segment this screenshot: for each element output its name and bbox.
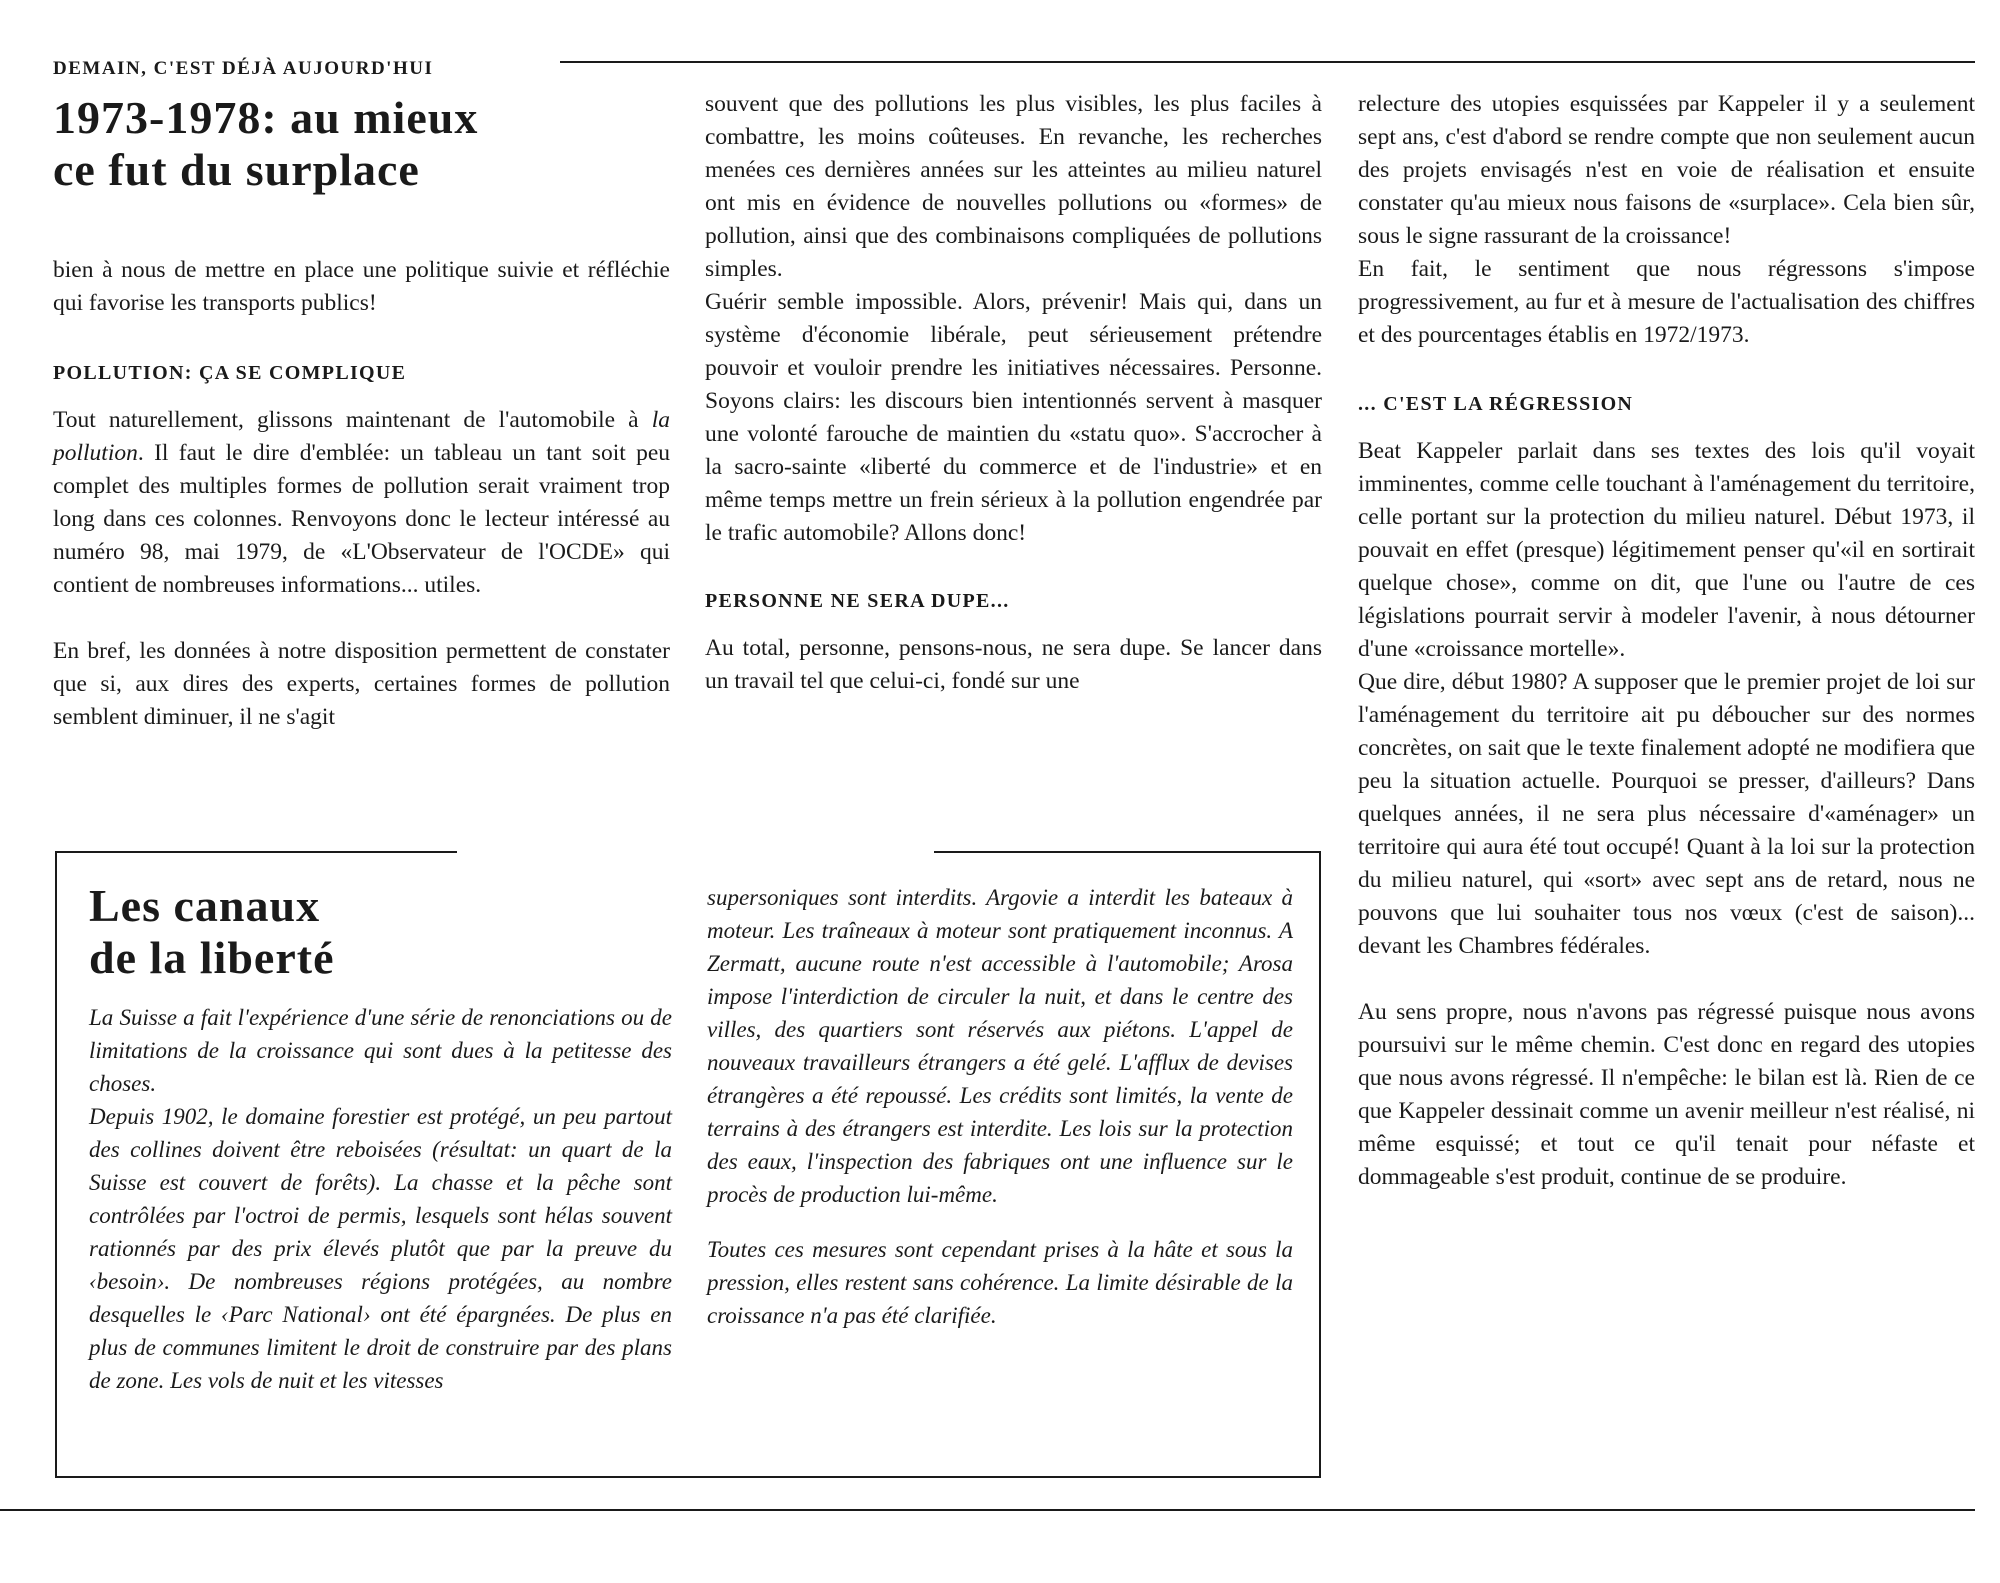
section-heading: ... C'EST LA RÉGRESSION — [1358, 393, 1634, 415]
paragraph: supersoniques sont interdits. Argovie a interdit les bateaux à moteur. Les traîneaux à moteur sont pratiquement inconnus. A Zermatt, aucune route n'est accessible à l'automobile; Arosa impose l'interdiction de circuler la nuit, et dans le centre des villes, des quartiers sont réservés aux piétons. L'appel de nouveaux travailleurs étrangers a été gelé. L'afflux de devises étrangères a été repoussé. Les crédits sont limités, la vente de terrains à des étrangers est interdite. Les lois sur la protection des eaux, l'inspection des fabriques ont une influence sur le procès de production lui-même. — [707, 885, 1293, 1207]
paragraph: En bref, les données à notre disposition permettent de constater que si, aux dires des experts, certaines formes de pollution semblent diminuer, il ne s'agit — [53, 638, 670, 730]
box-title-line-2: de la liberté — [89, 932, 335, 983]
box-column-2 — [707, 881, 1293, 1332]
paragraph: Guérir semble impossible. Alors, prévenir! Mais qui, dans un système d'économie libérale, peut sérieusement prétendre pouvoir et vouloir prendre les initiatives nécessaires. Personne. Soyons clairs: les discours bien intentionnés servent à masquer une volonté farouche de maintien du «statu quo». S'accrocher à la sacro-sainte «liberté du commerce et de l'industrie» et en même temps mettre un frein sérieux à la pollution engendrée par le trafic automobile? Allons donc! — [705, 289, 1322, 546]
paragraph: Au sens propre, nous n'avons pas régressé puisque nous avons poursuivi sur le même chemin. C'est donc en regard des utopies que nous avons régressé. Il n'empêche: le bilan est là. Rien de ce que Kappeler dessinait comme un avenir meilleur n'est réalisé, ni même esquissé; et tout ce qu'il tenait pour néfaste et dommageable s'est produit, continue de se produire. — [1358, 999, 1975, 1190]
paragraph: souvent que des pollutions les plus visibles, les plus faciles à combattre, les moins coûteuses. En revanche, les recherches menées ces dernières années sur les atteintes au milieu naturel ont mis en évidence de nouvelles pollutions ou «formes» de pollution, ainsi que des combinaisons compliquées de pollutions simples. — [705, 91, 1322, 282]
paragraph: relecture des utopies esquissées par Kappeler il y a seulement sept ans, c'est d'abord se rendre compte que non seulement aucun des projets envisagés n'est en voie de réalisation et ensuite constater qu'au mieux nous faisons de «surplace». Cela bien sûr, sous le signe rassurant de la croissance! — [1358, 91, 1975, 249]
box-title-line-1: Les canaux — [89, 880, 321, 931]
paragraph: Beat Kappeler parlait dans ses textes des lois qu'il voyait imminentes, comme celle touchant à l'aménagement du territoire, celle portant sur la protection du milieu naturel. Début 1973, il pouvait en effet (presque) légitimement penser qu'«il en sortirait quelque chose», comme on dit, que l'une ou l'autre de ces législations pourrait servir à modeler l'avenir, à nous détourner d'une «croissance mortelle». — [1358, 438, 1975, 662]
paragraph: bien à nous de mettre en place une politique suivie et réfléchie qui favorise les transports publics! — [53, 257, 670, 316]
section-heading: PERSONNE NE SERA DUPE... — [705, 590, 1010, 612]
box-column-1 — [89, 1001, 672, 1397]
top-rule — [560, 61, 1975, 63]
section-kicker: DEMAIN, C'EST DÉJÀ AUJOURD'HUI — [53, 57, 441, 81]
box-top-gap — [457, 850, 934, 856]
paragraph: Depuis 1902, le domaine forestier est protégé, un peu partout des collines doivent être reboisées (résultat: un quart de la Suisse est couvert de forêts). La chasse et la pêche sont contrôlées par l'octroi de permis, lesquels sont hélas souvent rationnés par des prix élevés plutôt que par la preuve du ‹besoin›. De nombreuses régions protégées, au nombre desquelles le ‹Parc National› ont été épargnées. De plus en plus de communes limitent le droit de construire par des plans de zone. Les vols de nuit et les vitesses — [89, 1104, 672, 1393]
emphasis: la pollution — [53, 407, 670, 466]
article-column-1 — [53, 254, 670, 734]
headline-line-2: ce fut du surplace — [53, 144, 420, 195]
article-headline — [53, 92, 673, 196]
article-column-3 — [1358, 88, 1975, 1194]
section-heading: POLLUTION: ÇA SE COMPLIQUE — [53, 362, 407, 384]
box-title — [89, 880, 335, 984]
sidebar-box — [55, 851, 1321, 1478]
paragraph: La Suisse a fait l'expérience d'une série de renonciations ou de limitations de la croissance qui sont dues à la petitesse des choses. — [89, 1005, 672, 1096]
paragraph: En fait, le sentiment que nous régressons s'impose progressivement, au fur et à mesure de l'actualisation des chiffres et des pourcentages établis en 1972/1973. — [1358, 256, 1975, 348]
headline-line-1: 1973-1978: au mieux — [53, 92, 479, 143]
paragraph: Toutes ces mesures sont cependant prises à la hâte et sous la pression, elles restent sans cohérence. La limite désirable de la croissance n'a pas été clarifiée. — [707, 1237, 1293, 1328]
article-column-2 — [705, 88, 1322, 698]
paragraph: Que dire, début 1980? A supposer que le premier projet de loi sur l'aménagement du territoire ait pu déboucher sur des normes concrètes, on sait que le texte finalement adopté ne modifiera que peu la situation actuelle. Pourquoi se presser, d'ailleurs? Dans quelques années, il ne sera plus nécessaire d'«aménager» un territoire qui aura été tout occupé! Quant à la loi sur la protection du milieu naturel, qui «sort» avec sept ans de retard, nous ne pouvons que lui souhaiter tous nos vœux (c'est de saison)... devant les Chambres fédérales. — [1358, 669, 1975, 959]
paragraph: Tout naturellement, glissons maintenant de l'automobile à la pollution. Il faut le dire d'emblée: un tableau un tant soit peu complet des multiples formes de pollution serait vraiment trop long dans ces colonnes. Renvoyons donc le lecteur intéressé au numéro 98, mai 1979, de «L'Observateur de l'OCDE» qui contient de nombreuses informations... utiles. — [53, 407, 670, 598]
paragraph: Au total, personne, pensons-nous, ne sera dupe. Se lancer dans un travail tel que celui-ci, fondé sur une — [705, 635, 1322, 694]
bottom-rule — [0, 1509, 1975, 1511]
